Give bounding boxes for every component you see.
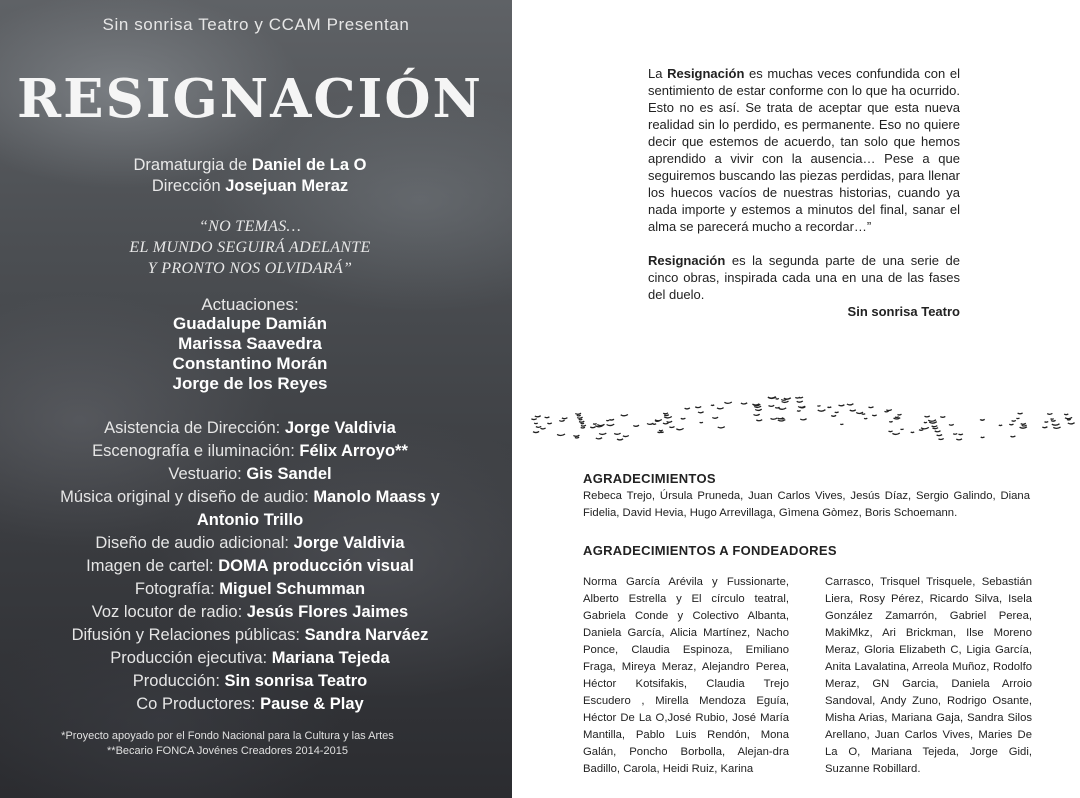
bird-shape	[741, 403, 747, 404]
dramaturgia-label: Dramaturgia de	[133, 156, 248, 174]
bird-shape	[1022, 425, 1027, 426]
dramaturgia-name: Daniel de La O	[251, 156, 367, 174]
quote-line: Y PRONTO NOS OLVIDARÁ”	[147, 260, 353, 277]
crew-role: Producción ejecutiva:	[110, 649, 268, 667]
bird-shape	[892, 433, 899, 434]
intro-paragraph-1	[648, 65, 960, 235]
bird-shape	[609, 419, 614, 420]
bird-shape	[921, 427, 929, 428]
bird-shape	[895, 417, 899, 418]
bird-shape	[541, 428, 546, 429]
bird-shape	[797, 411, 801, 412]
bird-shape	[933, 428, 939, 429]
bird-shape	[621, 415, 628, 416]
bird-shape	[911, 432, 915, 433]
crew-name: DOMA producción visual	[218, 557, 414, 575]
bird-shape	[698, 412, 704, 413]
crew-name: Mariana Tejeda	[271, 649, 390, 667]
flock-of-birds-illustration	[530, 390, 1080, 450]
crew-name: Jorge Valdivia	[293, 534, 405, 552]
bird-shape	[769, 405, 775, 406]
bird-shape	[547, 423, 551, 424]
bird-shape	[782, 401, 789, 402]
bird-shape	[850, 410, 856, 411]
poster-panel	[0, 0, 512, 798]
bird-shape	[531, 419, 536, 420]
bird-shape	[658, 432, 663, 433]
bird-shape	[835, 412, 839, 413]
bird-shape	[676, 428, 683, 429]
intro-text	[648, 65, 960, 320]
bird-shape	[617, 439, 623, 440]
bird-shape	[1009, 424, 1013, 425]
bird-shape	[614, 433, 620, 434]
crew-name: Pause & Play	[260, 695, 364, 713]
bird-shape	[924, 422, 927, 423]
bird-shape	[818, 410, 826, 411]
bird-shape	[949, 424, 954, 425]
bird-shape	[755, 409, 762, 410]
bird-shape	[536, 426, 541, 427]
bird-shape	[1012, 420, 1016, 421]
bird-shape	[1042, 427, 1047, 428]
intro-paragraph-2	[648, 252, 960, 303]
intro-body: es muchas veces confundida con el sentimiento de estar conforme con lo que ha ocurrido. Esto no es así. Se trata de aceptar que esta nueva realidad sin lo perdido, es permanente. Eso no quiere decir que estemos de acuerdo, tan solo que hemos aprendido a vivir con la ausencia… Pese a que seguiremos buscando las piezas perdidas, para llenar los huecos vacíos de nuestras historias, cuando ya nada importe y estemos a minutos del final, sanar el alma se parecerá mucho a recordar…”	[648, 66, 960, 234]
crew-line	[45, 509, 455, 532]
bird-shape	[862, 414, 865, 415]
bird-shape	[700, 422, 703, 423]
footnote-fonca: *Proyecto apoyado por el Fondo Nacional para la Cultura y las Artes	[61, 730, 394, 742]
bird-shape	[1064, 414, 1068, 415]
bird-shape	[768, 397, 776, 399]
crew-name: Jorge Valdivia	[284, 419, 396, 437]
bird-shape	[579, 419, 583, 420]
bird-shape	[1018, 413, 1023, 414]
series-body: es la segunda parte de una serie de cinco obras, inspirada cada una en una de las fases del duelo.	[648, 253, 960, 302]
crew-name: Gis Sandel	[246, 465, 332, 483]
bird-shape	[898, 414, 902, 415]
bird-shape	[562, 418, 568, 419]
bird-shape	[1045, 422, 1049, 423]
agradecimientos-text: Rebeca Trejo, Úrsula Pruneda, Juan Carlos Vives, Jesús Díaz, Sergio Galindo, Diana Fidelia, David Hevia, Hugo Arrevillaga, Gìmena Gòmez, Boris Schoemann.	[583, 490, 1030, 519]
bird-shape	[633, 425, 639, 426]
bird-shape	[1020, 427, 1027, 428]
bird-shape	[869, 407, 874, 408]
bird-shape	[1051, 420, 1056, 421]
crew-role: Imagen de cartel:	[86, 557, 214, 575]
actuaciones-label: Actuaciones:	[201, 295, 299, 314]
crew-line	[45, 486, 455, 509]
bird-shape	[935, 431, 941, 432]
crew-role: Producción:	[132, 672, 220, 690]
crew-line	[45, 601, 455, 624]
bird-shape	[754, 414, 760, 415]
direccion-name: Josejuan Meraz	[225, 177, 349, 195]
crew-name: Félix Arroyo**	[299, 442, 408, 460]
bird-shape	[579, 421, 584, 422]
bird-shape	[928, 420, 936, 421]
crew-role: Diseño de audio adicional:	[95, 534, 289, 552]
bird-shape	[956, 439, 962, 440]
bird-shape	[953, 434, 957, 435]
crew-role: Co Productores:	[136, 695, 256, 713]
bird-shape	[932, 426, 938, 427]
crew-line	[45, 670, 455, 693]
bird-shape	[581, 427, 585, 428]
bird-shape	[535, 416, 541, 417]
footnotes	[0, 729, 455, 759]
actor-name: Marissa Saavedra	[178, 334, 322, 353]
crew-line	[45, 624, 455, 647]
bird-shape	[999, 425, 1002, 426]
bird-shape	[779, 408, 787, 409]
bird-shape	[1068, 423, 1075, 424]
bird-shape	[663, 423, 669, 424]
presenters-line: Sin sonrisa Teatro y CCAM Presentan	[102, 15, 410, 34]
bird-shape	[724, 402, 731, 403]
bird-shape	[575, 437, 579, 438]
bird-shape	[1021, 423, 1026, 424]
bird-shape	[1051, 419, 1054, 420]
fondeadores-column-1: Norma García Arévila y Fussionarte, Alberto Estrella y El círculo teatral, Gabriela Conde y Colectivo Albanta, Daniela García, Alicia Martínez, Nacho Ponce, Claudia Espinoza, Emiliano Fraga, Mireya Meraz, Alejandro Perea, Héctor Kotsifakis, Claudia Trejo Escudero , Mirella Mendoza Eguía, Héctor De La O,José Rubio, José María Mantilla, Pablo Luis Rendón, Mona Galán, Poncho Borbolla, Alejan-dra Badillo, Carola, Heidi Ruiz, Karina	[583, 576, 789, 775]
bird-shape	[1067, 419, 1071, 420]
bird-shape	[847, 404, 854, 405]
intro-bold-title: Resignación	[667, 66, 745, 81]
crew-line	[45, 417, 455, 440]
bird-shape	[939, 439, 944, 440]
tagline-quote	[0, 216, 500, 279]
bird-shape	[795, 397, 800, 398]
bird-shape	[925, 416, 930, 417]
bird-shape	[839, 405, 845, 406]
bird-shape	[775, 407, 779, 408]
crew-role: Difusión y Relaciones públicas:	[71, 626, 300, 644]
crew-line	[45, 578, 455, 601]
bird-shape	[575, 413, 581, 414]
signature: Sin sonrisa Teatro	[847, 304, 960, 319]
crew-name: Sandra Narváez	[304, 626, 429, 644]
bird-shape	[754, 406, 761, 407]
intro-prefix: La	[648, 66, 663, 81]
bird-shape	[784, 398, 791, 399]
bird-shape	[776, 398, 779, 399]
bird-shape	[1053, 427, 1060, 428]
bird-shape	[577, 415, 581, 416]
bird-shape	[559, 420, 564, 421]
crew-name: Sin sonrisa Teatro	[224, 672, 368, 690]
actor-name: Jorge de los Reyes	[172, 374, 328, 393]
actor-name: Guadalupe Damián	[173, 314, 327, 333]
crew-role: Asistencia de Dirección:	[104, 419, 281, 437]
fondeadores-column-2: Carrasco, Trisquel Trisquele, Sebastián Liera, Rosy Pérez, Ricardo Silva, Isela González Zamarrón, Gabriel Perea, MakiMkz, Ari Brickman, Ilse Moreno Meraz, Gloria Elizabeth C, Ligia García, Anita Lavalatina, Arreola Muñoz, Rodolfo Meraz, GN Garcia, Daniela Arroio Sandoval, Andy Zuno, Rodrigo Osante, Misha Arias, Mariana Gaja, Sandra Silos Arellano, Juan Carlos Vives, Maries De La O, Mariana Tejeda, Jorge Gidi, Suzanne Robillard.	[825, 576, 1032, 775]
crew-name: Jesús Flores Jaimes	[246, 603, 409, 621]
direccion-label: Dirección	[151, 177, 221, 195]
bird-shape	[593, 424, 597, 425]
bird-shape	[937, 435, 943, 436]
bird-shape	[623, 436, 629, 437]
bird-shape	[929, 422, 937, 423]
play-title: RESIGNACIÓN	[17, 68, 483, 130]
crew-line	[45, 693, 455, 716]
crew-name: Manolo Maass y	[313, 488, 440, 506]
bird-shape	[581, 423, 584, 424]
series-bold-title: Resignación	[648, 253, 726, 268]
bird-shape	[577, 417, 582, 418]
bird-shape	[781, 399, 786, 400]
bird-shape	[781, 418, 785, 419]
bird-shape	[581, 425, 586, 426]
crew-name: Antonio Trillo	[196, 511, 304, 529]
quote-line: “NO TEMAS…	[198, 218, 302, 235]
bird-shape	[840, 424, 843, 425]
bird-shape	[667, 421, 673, 422]
dramaturgia-credit	[0, 155, 500, 176]
bird-shape	[669, 427, 674, 428]
bird-shape	[889, 421, 892, 422]
bird-shape	[864, 418, 867, 419]
crew-role: Escenografía e iluminación:	[92, 442, 295, 460]
bird-shape	[886, 410, 892, 411]
bird-shape	[981, 437, 985, 438]
bird-shape	[901, 429, 904, 430]
direccion-credit	[0, 176, 500, 197]
bird-shape	[1052, 424, 1060, 425]
crew-role: Fotografía:	[134, 580, 215, 598]
bird-shape	[1065, 417, 1072, 418]
crew-role: Música original y diseño de audio:	[60, 488, 309, 506]
bird-shape	[681, 418, 686, 419]
bird-shape	[685, 408, 690, 409]
crew-line	[45, 647, 455, 670]
bird-shape	[885, 411, 889, 412]
bird-shape	[596, 438, 602, 439]
bird-shape	[557, 434, 565, 436]
bird-shape	[695, 407, 701, 408]
fondeadores-heading: AGRADECIMIENTOS A FONDEADORES	[583, 543, 837, 558]
bird-shape	[597, 424, 604, 425]
bird-shape	[717, 408, 724, 409]
quote-line: EL MUNDO SEGUIRÁ ADELANTE	[129, 239, 371, 256]
crew-line	[45, 555, 455, 578]
bird-shape	[573, 435, 579, 436]
bird-shape	[545, 417, 550, 418]
bird-shape	[778, 420, 786, 421]
bird-shape	[599, 433, 606, 434]
bird-shape	[647, 423, 653, 424]
bird-shape	[653, 424, 656, 425]
bird-shape	[664, 417, 672, 418]
bird-shape	[980, 419, 985, 420]
bird-shape	[756, 420, 762, 421]
bird-shape	[659, 430, 663, 431]
bird-shape	[919, 430, 923, 431]
bird-shape	[1011, 436, 1016, 437]
bird-shape	[590, 427, 595, 428]
bird-shape	[889, 431, 893, 432]
bird-shape	[831, 415, 836, 416]
bird-shape	[856, 412, 863, 413]
crew-line	[45, 532, 455, 555]
bird-shape	[718, 427, 725, 428]
bird-shape	[711, 405, 714, 406]
bird-shape	[771, 418, 778, 419]
bird-shape	[607, 424, 615, 425]
crew-line	[45, 440, 455, 463]
crew-role: Voz locutor de radio:	[91, 603, 243, 621]
bird-shape	[534, 423, 538, 424]
bird-shape	[817, 406, 820, 407]
bird-shape	[533, 431, 539, 432]
bird-shape	[940, 416, 945, 417]
footnote-becario: **Becario FONCA Jovénes Creadores 2014-2015	[107, 745, 348, 757]
agradecimientos-heading: AGRADECIMIENTOS	[583, 471, 716, 486]
crew-line	[45, 463, 455, 486]
crew-role: Vestuario:	[168, 465, 242, 483]
bird-shape	[872, 415, 877, 416]
bird-shape	[663, 413, 668, 414]
bird-shape	[800, 419, 806, 420]
bird-shape	[797, 401, 803, 402]
bird-shape	[1047, 413, 1052, 414]
bird-shape	[828, 407, 832, 408]
crew-credits	[45, 417, 455, 716]
bird-shape	[664, 415, 669, 416]
bird-shape	[712, 417, 718, 418]
actor-name: Constantino Morán	[172, 354, 328, 373]
crew-name: Miguel Schumman	[219, 580, 366, 598]
bird-shape	[606, 420, 609, 421]
bird-shape	[1016, 418, 1019, 419]
bird-shape	[959, 434, 963, 435]
actors-list	[0, 314, 500, 394]
